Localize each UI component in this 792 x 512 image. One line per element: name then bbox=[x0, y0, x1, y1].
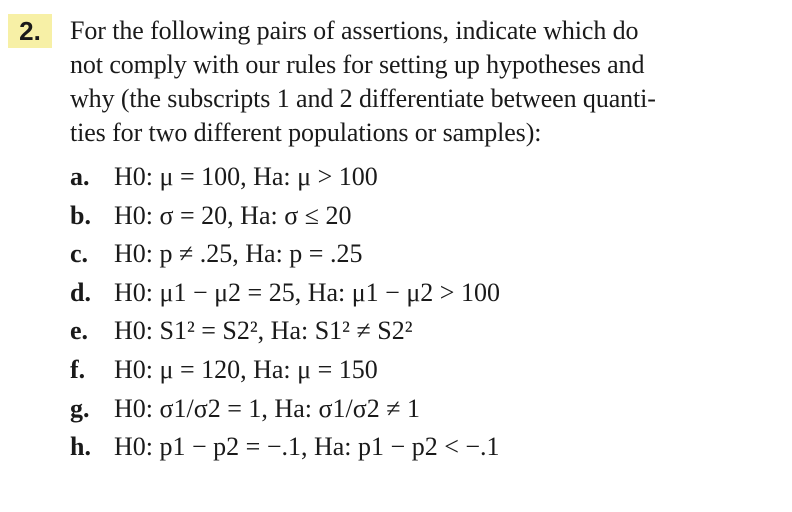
list-item bbox=[70, 197, 770, 236]
list-item bbox=[70, 390, 770, 429]
list-item bbox=[70, 274, 770, 313]
statement-line: not comply with our rules for setting up hypotheses and bbox=[70, 50, 645, 79]
item-expression: H0: σ1/σ2 = 1, Ha: σ1/σ2 ≠ 1 bbox=[114, 393, 420, 423]
item-expression: H0: p1 − p2 = −.1, Ha: p1 − p2 < −.1 bbox=[114, 432, 500, 462]
item-label: d. bbox=[70, 277, 91, 307]
item-label: h. bbox=[70, 432, 91, 462]
item-label: f. bbox=[70, 354, 86, 384]
hypothesis-list bbox=[70, 158, 770, 467]
item-label: c. bbox=[70, 239, 89, 269]
statement-line: ties for two different populations or samples): bbox=[70, 118, 542, 147]
item-expression: H0: μ = 120, Ha: μ = 150 bbox=[114, 354, 378, 384]
statement-line: why (the subscripts 1 and 2 differentiate between quanti- bbox=[70, 84, 656, 113]
list-item bbox=[70, 235, 770, 274]
item-expression: H0: S1² = S2², Ha: S1² ≠ S2² bbox=[114, 316, 413, 346]
item-expression: H0: μ1 − μ2 = 25, Ha: μ1 − μ2 > 100 bbox=[114, 277, 500, 307]
problem-number: 2. bbox=[8, 14, 52, 48]
item-label: a. bbox=[70, 162, 90, 191]
item-expression: H0: μ = 100, Ha: μ > 100 bbox=[114, 162, 378, 191]
list-item bbox=[70, 312, 770, 351]
list-item bbox=[70, 351, 770, 390]
item-expression: H0: σ = 20, Ha: σ ≤ 20 bbox=[114, 200, 352, 230]
problem-statement bbox=[70, 14, 770, 150]
list-item bbox=[70, 428, 770, 467]
item-expression: H0: p ≠ .25, Ha: p = .25 bbox=[114, 239, 363, 269]
list-item bbox=[70, 158, 770, 197]
item-label: e. bbox=[70, 316, 89, 346]
statement-line: For the following pairs of assertions, indicate which do bbox=[70, 16, 639, 45]
item-label: b. bbox=[70, 200, 91, 230]
item-label: g. bbox=[70, 393, 90, 423]
